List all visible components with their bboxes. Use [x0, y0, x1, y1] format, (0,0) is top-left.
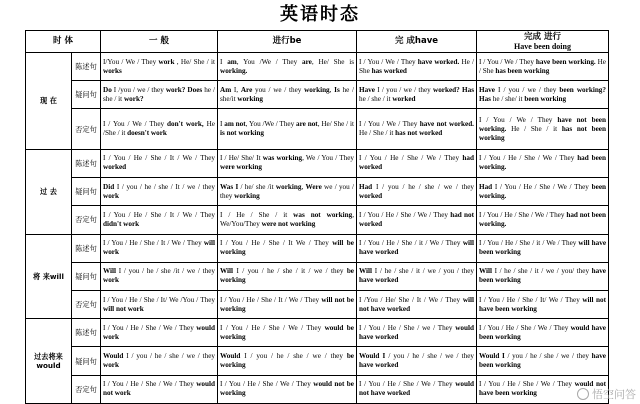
header-corner: 时 体 — [26, 31, 101, 53]
table-cell: Would I / you / he / she / we / they work — [101, 347, 218, 375]
sentence-type-interrogative: 疑问句 — [72, 178, 101, 206]
table-cell: I / You / He / She / We / They would not be working — [218, 375, 357, 403]
table-cell: I / You / He / She / It We / They will be working — [218, 234, 357, 262]
table-cell: I am not, You /We / They are not, He/ She / it is not working — [218, 109, 357, 149]
tense-past: 过 去 — [26, 149, 72, 234]
table-cell: Did I / you / he / she / It / we / they work — [101, 178, 218, 206]
table-cell: Will I / he / she / it / we / you / they have worked — [357, 262, 477, 290]
tense-present: 现 在 — [26, 53, 72, 150]
table-cell: I / You / He / She / It/ We /You / They will not work — [101, 290, 218, 318]
table-row — [26, 109, 609, 149]
table-cell: I / You / We / They have worked. He / She has worked — [357, 53, 477, 81]
table-cell: I / You / He / She / We / They would be working — [218, 319, 357, 347]
table-cell: Would I / you / he / she / we / they be working — [218, 347, 357, 375]
table-cell: I / You / We / They have been working. He / She has been working — [477, 53, 609, 81]
sentence-type-affirmative: 陈述句 — [72, 319, 101, 347]
table-cell: I / You / He / She / We / They had been working. — [477, 149, 609, 177]
table-cell: Will I / you / he / she /it / we / they work — [101, 262, 218, 290]
table-cell: Had I / You / He / She / We / They been working. — [477, 178, 609, 206]
table-cell: I / You / He / She / It/ We / They will not have been working — [477, 290, 609, 318]
table-cell: Do I /you / we / they work? Does he / she / it work? — [101, 81, 218, 109]
header-general: 一 般 — [101, 31, 218, 53]
sentence-type-negative: 否定句 — [72, 375, 101, 403]
watermark-logo-icon — [577, 388, 589, 400]
header-progressive: 进行be — [218, 31, 357, 53]
table-cell: Have I / you / we / they worked? Has he / she / it worked — [357, 81, 477, 109]
table-cell: I / You / We / They have not been working. He / She / it has not been working — [477, 109, 609, 149]
table-row — [26, 290, 609, 318]
table-cell: Will I / you / he / she / it / we / they be working — [218, 262, 357, 290]
header-perfect-progressive — [477, 31, 609, 53]
table-cell: I / You / He / She / We / They would not have worked — [357, 375, 477, 403]
table-row — [26, 375, 609, 403]
sentence-type-interrogative: 疑问句 — [72, 81, 101, 109]
table-cell: I / You / He / She / It / We / They worked — [101, 149, 218, 177]
watermark-text: 悟空问答 — [592, 388, 636, 401]
table-cell: I / You / He / She / We / They would not work — [101, 375, 218, 403]
table-row — [26, 178, 609, 206]
table-cell: I / You / He / She / We / They would have been working — [477, 319, 609, 347]
table-cell: Have I / you / we / they been working? Has he / she/ it been working — [477, 81, 609, 109]
sentence-type-affirmative: 陈述句 — [72, 234, 101, 262]
table-row — [26, 81, 609, 109]
table-cell: Would I / you / he / she / we / they have been working — [477, 347, 609, 375]
table-cell: I / You / He / She / We / They would not have been working — [477, 375, 609, 403]
tense-future-in-past: 过去将来would — [26, 319, 72, 404]
sentence-type-interrogative: 疑问句 — [72, 347, 101, 375]
watermark — [577, 386, 636, 402]
tense-future: 将 来will — [26, 234, 72, 319]
table-cell: I / You / He / She / We / They had not been working. — [477, 206, 609, 234]
table-cell: I / You / He / She / It / We / They didn't work — [101, 206, 218, 234]
sentence-type-affirmative: 陈述句 — [72, 149, 101, 177]
table-cell: Had I / you / he / she / we / they worked — [357, 178, 477, 206]
table-cell: Am I, Are you / we / they working, Is he / she/it working — [218, 81, 357, 109]
table-cell: I / You / He / She / It / We / They will work — [101, 234, 218, 262]
table-cell: I / You / He / She / it / We / They will have worked — [357, 234, 477, 262]
table-cell: I / He / She / it was not working, We/You/They were not working — [218, 206, 357, 234]
table-cell: I / You / He / She / we / They would have worked — [357, 319, 477, 347]
page-title: 英语时态 — [280, 4, 360, 25]
table-cell: I / You / We / They don't work, He /She / it doesn't work — [101, 109, 218, 149]
header-perfect: 完 成have — [357, 31, 477, 53]
header-perfect-progressive-sub: Have been doing — [514, 41, 571, 51]
sentence-type-affirmative: 陈述句 — [72, 53, 101, 81]
sentence-type-negative: 否定句 — [72, 109, 101, 149]
table-cell: I / You / We / They have not worked. He / She / it has not worked — [357, 109, 477, 149]
table-row — [26, 347, 609, 375]
table-cell: I / You / He / She / We / They had worked — [357, 149, 477, 177]
table-row — [26, 319, 609, 347]
header-row — [26, 31, 609, 53]
table-row — [26, 262, 609, 290]
table-cell: I / You / He / She / it / We / They will have been working — [477, 234, 609, 262]
table-row — [26, 234, 609, 262]
table-cell: I/You / We / They work , He/ She / it works — [101, 53, 218, 81]
tense-table — [25, 30, 609, 404]
table-cell: Was I / he/ she /it working, Were we / you / they working — [218, 178, 357, 206]
header-perfect-progressive-label: 完成 进行 — [524, 31, 561, 42]
table-cell: Would I / you / he / she / we / they have worked — [357, 347, 477, 375]
table-cell: I /You / He/ She / It / We / They will not have worked — [357, 290, 477, 318]
table-row — [26, 53, 609, 81]
table-cell: I am, You /We / They are, He/ She is working. — [218, 53, 357, 81]
table-row — [26, 149, 609, 177]
table-row — [26, 206, 609, 234]
sentence-type-negative: 否定句 — [72, 206, 101, 234]
table-cell: Will I / he / she / it / we / you/ they have been working — [477, 262, 609, 290]
table-cell: I / He/ She/ It was working, We / You / They were working — [218, 149, 357, 177]
table-cell: I / You / He / She / We / They would work — [101, 319, 218, 347]
sentence-type-negative: 否定句 — [72, 290, 101, 318]
table-cell: I / You / He / She / It / We / They will not be working — [218, 290, 357, 318]
sentence-type-interrogative: 疑问句 — [72, 262, 101, 290]
table-cell: I / You / He / She / We / They had not worked — [357, 206, 477, 234]
